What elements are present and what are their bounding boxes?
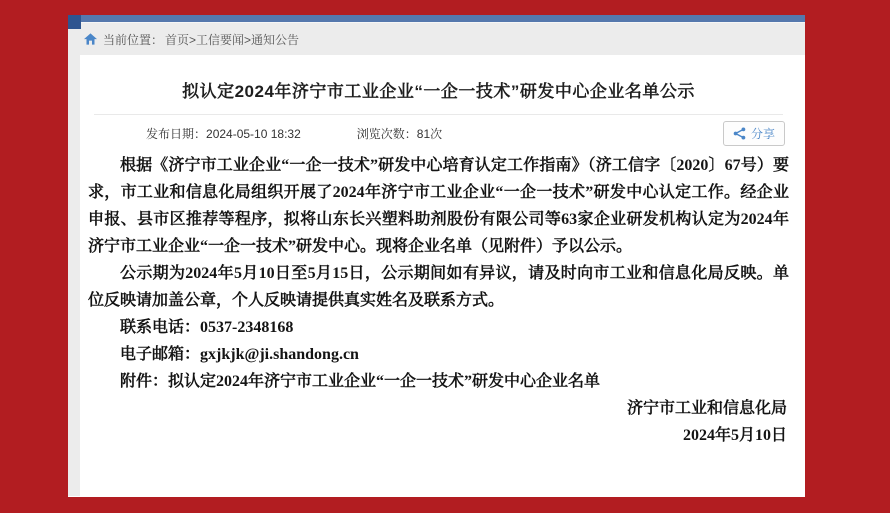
- article: [68, 55, 805, 496]
- contact-phone-value: 0537-2348168: [200, 319, 294, 336]
- page-title: 拟认定2024年济宁市工业企业“一企一技术”研发中心企业名单公示: [182, 82, 695, 101]
- view-count: [357, 125, 442, 142]
- contact-email-value: gxjkjk@ji.shandong.cn: [200, 346, 359, 363]
- contact-phone-label: 联系电话：: [120, 319, 201, 336]
- publish-date: [146, 125, 301, 142]
- breadcrumb-path[interactable]: 首页>工信要闻>通知公告: [165, 32, 300, 47]
- attachment-label: 附件：: [120, 373, 169, 390]
- share-icon: [733, 127, 746, 140]
- publish-date-value: 2024-05-10 18:32: [206, 127, 301, 141]
- contact-email-label: 电子邮箱：: [120, 346, 201, 363]
- paragraph-2: 公示期为2024年5月10日至5月15日，公示期间如有异议，请及时向市工业和信息化局反映。单位反映请加盖公章，个人反映请提供真实姓名及联系方式。: [88, 265, 789, 309]
- accent-tab: [68, 15, 81, 29]
- share-label: 分享: [750, 127, 775, 141]
- attachment-text: 拟认定2024年济宁市工业企业“一企一技术”研发中心企业名单: [168, 373, 601, 390]
- signature-date: 2024年5月10日: [682, 427, 787, 444]
- contact-phone: [88, 314, 789, 341]
- meta-row: [88, 115, 789, 152]
- content-column: [68, 15, 805, 497]
- contact-email: [88, 341, 789, 368]
- breadcrumb: [68, 22, 805, 55]
- view-count-label: 浏览次数：: [356, 127, 417, 141]
- signature-org: 济宁市工业和信息化局: [626, 400, 787, 417]
- article-body: [88, 152, 789, 449]
- breadcrumb-label: 当前位置：: [103, 32, 164, 47]
- paragraph-1: 根据《济宁市工业企业“一企一技术”研发中心培育认定工作指南》（济工信字〔2020〕67号）要求，市工业和信息化局组织开展了2024年济宁市工业企业“一企一技术”研发中心认定工作。经企业申报、县市区推荐等程序，拟将山东长兴塑料助剂股份有限公司等63家企业研发机构认定为2024年济宁市工业企业“一企一技术”研发中心。现将企业名单（见附件）予以公示。: [88, 157, 789, 255]
- top-accent-bar: [68, 15, 805, 22]
- home-icon: [84, 33, 97, 45]
- publish-date-label: 发布日期：: [146, 127, 207, 141]
- attachment: [88, 368, 789, 395]
- view-count-value: 81次: [416, 127, 443, 141]
- share-button[interactable]: [723, 121, 785, 146]
